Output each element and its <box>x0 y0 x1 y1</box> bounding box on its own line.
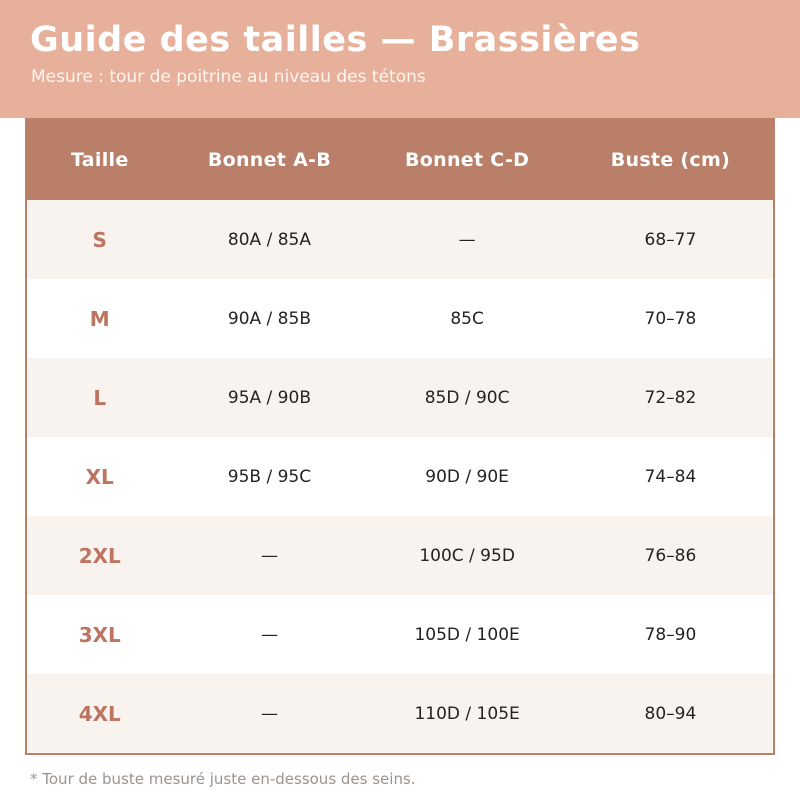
cell-buste: 80–94 <box>644 703 697 724</box>
cell-bonnet-cd: 110D / 105E <box>414 703 520 724</box>
cell-taille: 2XL <box>78 543 121 568</box>
table-row-2xl <box>27 516 773 595</box>
cell-buste: 74–84 <box>644 466 697 487</box>
column-header-bonnet-cd: Bonnet C-D <box>405 149 530 171</box>
cell-bonnet-ab: 95A / 90B <box>227 387 311 408</box>
cell-bonnet-ab: 90A / 85B <box>227 308 311 329</box>
column-header-taille: Taille <box>70 149 129 171</box>
column-header-bonnet-ab: Bonnet A-B <box>207 149 332 171</box>
cell-buste: 76–86 <box>644 545 697 566</box>
cell-bonnet-ab: 95B / 95C <box>227 466 312 487</box>
cell-bonnet-ab: 80A / 85A <box>227 229 311 250</box>
cell-buste: 68–77 <box>644 229 697 250</box>
cell-bonnet-cd: 85C <box>450 308 484 329</box>
cell-taille: L <box>93 385 107 410</box>
cell-taille: S <box>92 227 107 252</box>
cell-bonnet-cd: 105D / 100E <box>414 624 520 645</box>
table-row-s <box>27 200 773 279</box>
cell-bonnet-cd: — <box>458 229 476 250</box>
page-header <box>0 0 800 118</box>
cell-taille: XL <box>85 464 114 489</box>
cell-taille: M <box>89 306 110 331</box>
table-row-l <box>27 358 773 437</box>
cell-bonnet-ab: — <box>260 545 278 566</box>
cell-buste: 78–90 <box>644 624 697 645</box>
column-header-buste: Buste (cm) <box>610 149 731 171</box>
table-row-4xl <box>27 674 773 753</box>
footnote: * Tour de buste mesuré juste en-dessous des seins. <box>30 770 416 788</box>
cell-bonnet-cd: 100C / 95D <box>419 545 515 566</box>
table-row-3xl <box>27 595 773 674</box>
table-row-xl <box>27 437 773 516</box>
table-row-m <box>27 279 773 358</box>
page-subtitle: Mesure : tour de poitrine au niveau des tétons <box>31 66 426 87</box>
cell-bonnet-ab: — <box>260 624 278 645</box>
table-header-row <box>27 120 773 200</box>
cell-bonnet-cd: 90D / 90E <box>425 466 509 487</box>
cell-bonnet-cd: 85D / 90C <box>424 387 510 408</box>
cell-taille: 4XL <box>78 701 121 726</box>
cell-bonnet-ab: — <box>260 703 278 724</box>
size-table <box>25 118 775 755</box>
page-title: Guide des tailles — Brassières <box>30 20 641 60</box>
cell-taille: 3XL <box>78 622 121 647</box>
cell-buste: 70–78 <box>644 308 697 329</box>
cell-buste: 72–82 <box>644 387 697 408</box>
